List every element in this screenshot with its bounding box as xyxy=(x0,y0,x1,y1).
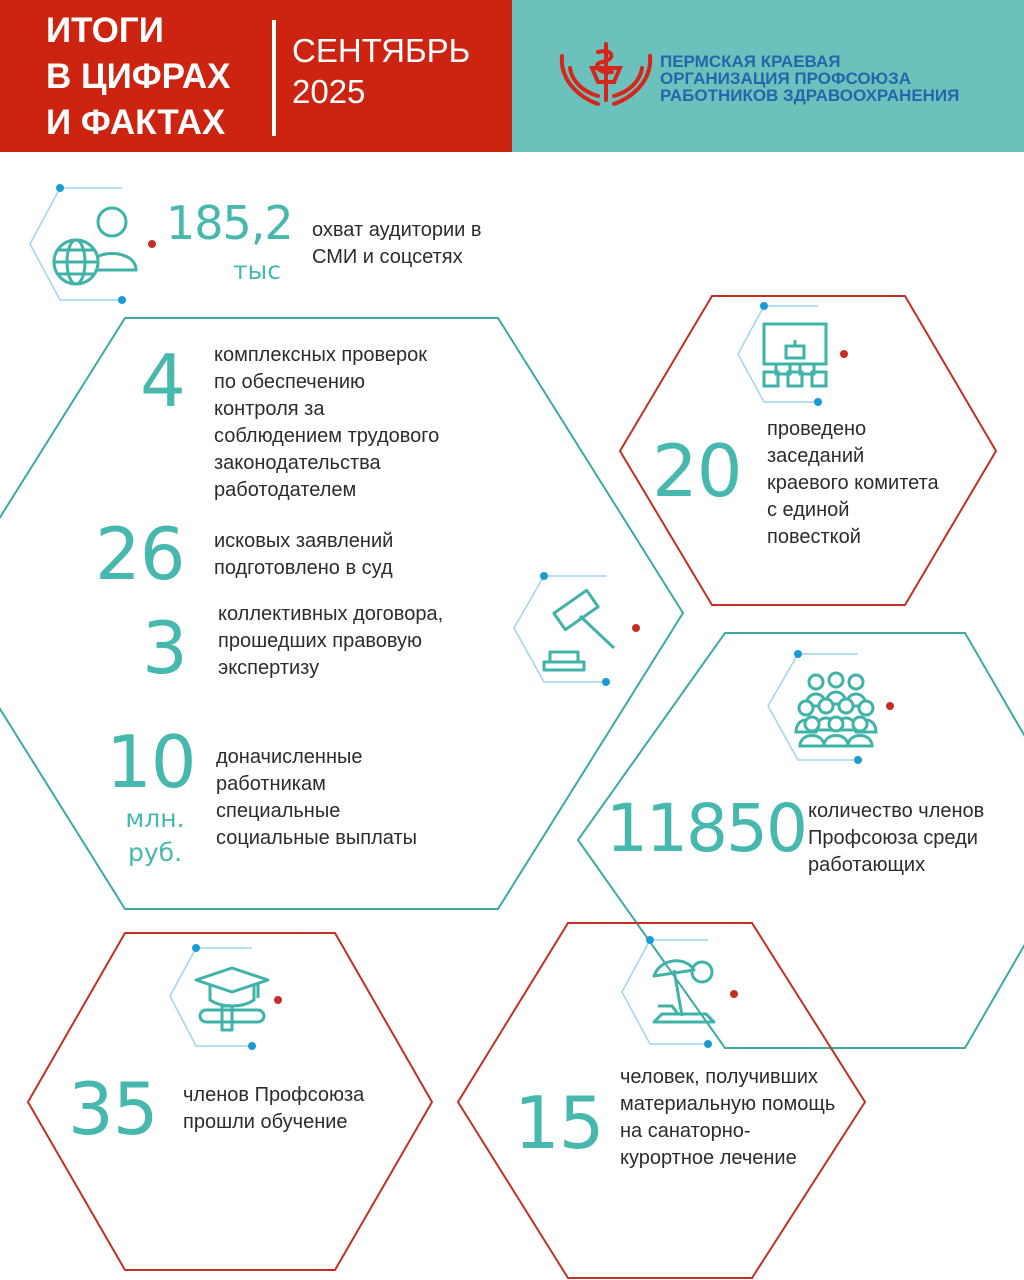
payments-unit xyxy=(112,802,198,870)
audience-value: 185,2 xyxy=(166,196,293,250)
org-line: ОРГАНИЗАЦИЯ ПРОФСОЮЗА xyxy=(660,69,912,88)
training-description xyxy=(183,1082,364,1136)
desc-line: проведено xyxy=(767,418,867,440)
desc-line: работающих xyxy=(808,854,926,876)
payments-description xyxy=(216,744,417,852)
desc-line: курортное лечение xyxy=(620,1147,797,1169)
desc-line: коллективных договора, xyxy=(218,603,444,625)
desc-line: контроля за xyxy=(214,398,325,420)
desc-line: специальные xyxy=(216,800,341,822)
period-year: 2025 xyxy=(292,73,366,110)
desc-line: на санаторно- xyxy=(620,1120,751,1142)
meetings-value: 20 xyxy=(652,429,742,513)
members-description xyxy=(808,798,984,879)
training-value: 35 xyxy=(68,1067,158,1151)
title-line: ИТОГИ xyxy=(46,11,164,50)
audience-unit: тыс xyxy=(232,256,282,285)
desc-line: доначисленные xyxy=(216,746,363,768)
beach-icon xyxy=(616,936,746,1052)
org-line: ПЕРМСКАЯ КРАЕВАЯ xyxy=(660,52,841,71)
desc-line: по обеспечению xyxy=(214,371,366,393)
desc-line: заседаний xyxy=(767,445,865,467)
desc-line: Профсоюза среди xyxy=(808,827,978,849)
globe-user-icon xyxy=(22,182,162,306)
desc-line: соблюдением трудового xyxy=(214,425,440,447)
title-line: И ФАКТАХ xyxy=(46,103,226,142)
desc-line: краевого комитета xyxy=(767,472,939,494)
meetings-description xyxy=(767,416,939,551)
desc-line: человек, получивших xyxy=(620,1066,818,1088)
desc-line: СМИ и соцсетях xyxy=(312,246,463,268)
desc-line: прошедших правовую xyxy=(218,630,423,652)
claims-description xyxy=(214,528,393,582)
desc-line: прошли обучение xyxy=(183,1111,348,1133)
inspections-description xyxy=(214,342,439,504)
desc-line: социальные выплаты xyxy=(216,827,418,849)
org-line: РАБОТНИКОВ ЗДРАВООХРАНЕНИЯ xyxy=(660,86,960,105)
unit-line: руб. xyxy=(127,838,183,867)
graduation-cap-icon xyxy=(166,944,290,1054)
desc-line: повесткой xyxy=(767,526,861,548)
group-icon xyxy=(764,650,898,766)
desc-line: комплексных проверок xyxy=(214,344,428,366)
agreements-value: 3 xyxy=(142,606,187,690)
desc-line: исковых заявлений xyxy=(214,530,394,552)
desc-line: с единой xyxy=(767,499,850,521)
payments-value: 10 xyxy=(106,720,196,804)
gavel-icon xyxy=(510,570,644,690)
claims-value: 26 xyxy=(95,512,185,596)
sanatorium-value: 15 xyxy=(514,1081,604,1165)
members-value: 11850 xyxy=(606,790,806,867)
title-line: В ЦИФРАХ xyxy=(46,57,231,96)
unit-line: млн. xyxy=(125,804,185,833)
desc-line: материальную помощь xyxy=(620,1093,836,1115)
desc-line: охват аудитории в xyxy=(312,219,482,241)
inspections-value: 4 xyxy=(140,339,185,423)
desc-line: членов Профсоюза xyxy=(183,1084,365,1106)
desc-line: подготовлено в суд xyxy=(214,557,393,579)
agreements-description xyxy=(218,601,443,682)
meeting-icon xyxy=(734,302,856,408)
desc-line: законодательства xyxy=(214,452,381,474)
period-month: СЕНТЯБРЬ xyxy=(292,32,471,69)
desc-line: работникам xyxy=(216,773,326,795)
desc-line: экспертизу xyxy=(218,657,320,679)
sanatorium-description xyxy=(620,1064,835,1172)
desc-line: работодателем xyxy=(214,479,357,501)
desc-line: количество членов xyxy=(808,800,985,822)
audience-description xyxy=(312,217,481,271)
